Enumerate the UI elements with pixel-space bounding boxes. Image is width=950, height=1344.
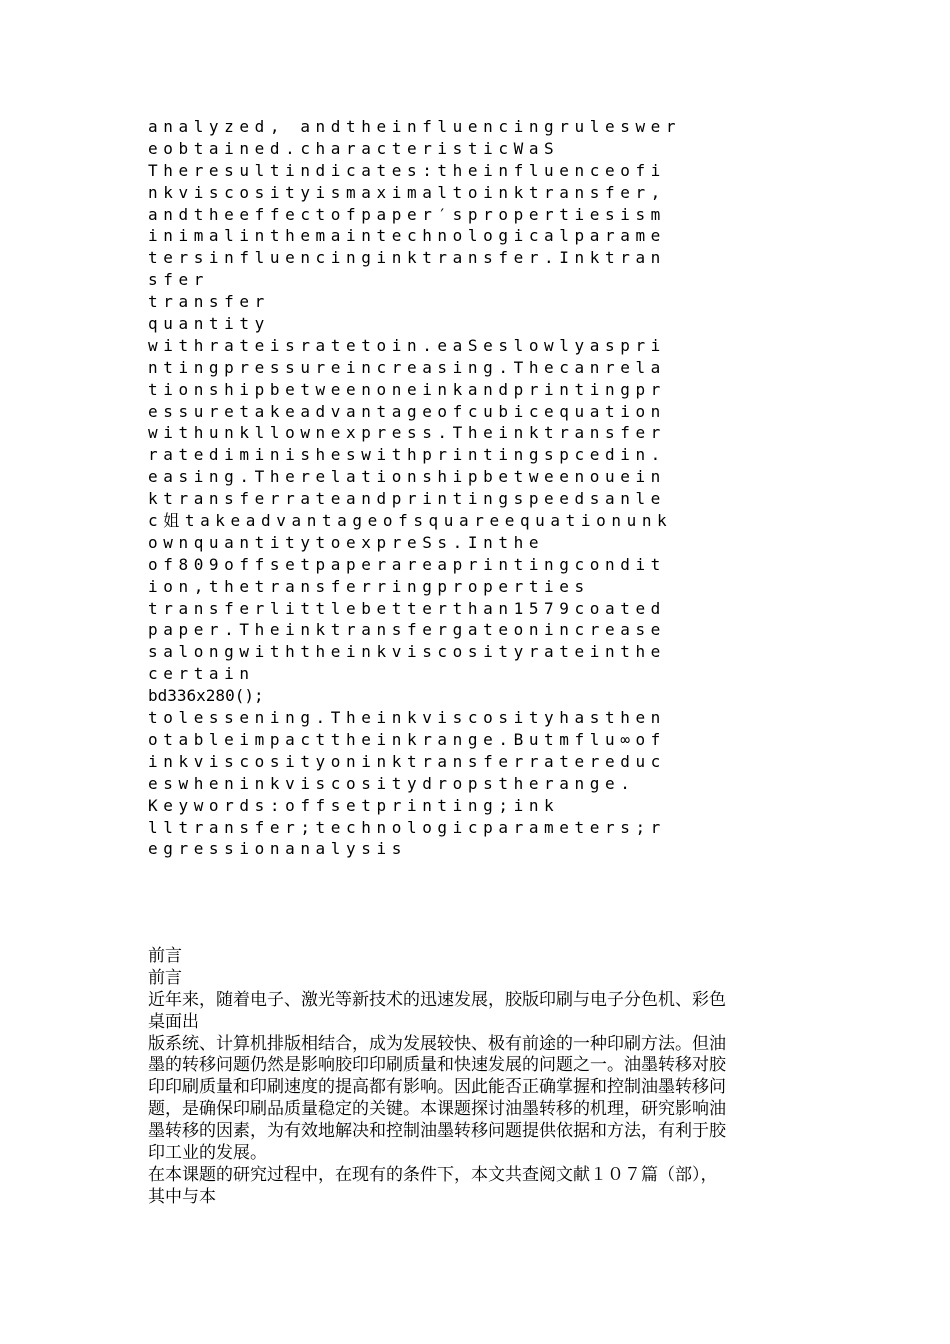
ad-placeholder-code: bd336x280();	[148, 686, 264, 706]
abstract-line: ktransferrateandprintingspeedsanle	[148, 489, 666, 509]
body-line: 桌面出	[148, 1011, 199, 1032]
abstract-line: salongwiththeinkviscosityrateinthe	[148, 642, 666, 662]
abstract-line: sfer	[148, 270, 209, 290]
abstract-line: tionshipbetweenoneinkandprintingpr	[148, 379, 666, 399]
body-line: 其中与本	[148, 1186, 216, 1207]
body-line: 印工业的发展。	[148, 1143, 267, 1164]
abstract-line: inimalinthemaintechnologicalparame	[148, 226, 666, 246]
abstract-line: quantity	[148, 314, 270, 334]
abstract-line: of809offsetpaperareaprintingcondit	[148, 554, 666, 574]
section-heading: 前言	[148, 946, 182, 966]
abstract-line: withrateisratetoin.eaSeslowlyaspri	[148, 335, 666, 355]
section-heading: 前言	[148, 967, 182, 988]
abstract-line: ownquantitytoexpreSs.Inthe	[148, 532, 545, 552]
body-line: 印印刷质量和印刷速度的提高都有影响。因此能否正确掌握和控制油墨转移问	[148, 1077, 726, 1098]
abstract-line: withunkllownexpress.Theinktransfer	[148, 423, 666, 443]
abstract-line: analyzed, andtheinfluencingruleswer	[148, 117, 682, 136]
abstract-line: Theresultindicates:theinfluenceofi	[148, 160, 666, 180]
abstract-line: ntingpressureincreasing.Thecanrela	[148, 357, 666, 377]
abstract-line: certain	[148, 664, 255, 684]
abstract-line: ratediminisheswithprintingspcedin.	[148, 445, 666, 465]
abstract-line: eswheninkviscositydropstherange.	[148, 773, 636, 793]
body-line: 题，是确保印刷品质量稳定的关键。本课题探讨油墨转移的机理，研究影响油	[148, 1099, 726, 1120]
abstract-line: c姐takeadvantageofsquareequationunk	[148, 511, 673, 531]
body-line: 近年来，随着电子、激光等新技术的迅速发展，胶版印刷与电子分色机、彩色	[148, 989, 726, 1010]
keywords-line: Keywords:offsetprinting;ink	[148, 795, 560, 815]
body-line: 在本课题的研究过程中，在现有的条件下，本文共查阅文献１０７篇（部），	[148, 1164, 718, 1185]
body-line: 墨转移的因素，为有效地解决和控制油墨转移问题提供依据和方法，有利于胶	[148, 1121, 726, 1142]
keywords-line: lltransfer;technologicparameters;r	[148, 817, 666, 837]
abstract-line: tolessening.Theinkviscosityhasthen	[148, 708, 666, 728]
abstract-line: tersinfluencinginktransfer.Inktran	[148, 248, 666, 268]
body-line: 版系统、计算机排版相结合，成为发展较快、极有前途的一种印刷方法。但油	[148, 1033, 726, 1054]
preface-section	[148, 946, 808, 1209]
abstract-line: otableimpacttheinkrange.Butmflu∞of	[148, 729, 666, 749]
abstract-line: ion,thetransferringproperties	[148, 576, 590, 596]
abstract-line: nkviscosityismaximaltoinktransfer,	[148, 182, 666, 202]
english-abstract	[148, 116, 808, 860]
abstract-line: paper.Theinktransfergateonincrease	[148, 620, 666, 640]
abstract-line: eobtained.characteristicWaS	[148, 138, 560, 158]
abstract-line: easing.Therelationshipbetweenouein	[148, 467, 666, 487]
keywords-line: egressionanalysis	[148, 839, 407, 859]
abstract-line: andtheeffectofpaper′spropertiesism	[148, 204, 666, 224]
abstract-line: inkviscosityoninktransferratereduc	[148, 751, 666, 771]
abstract-line: transferlittlebetterthan1579coated	[148, 598, 666, 618]
abstract-line: essuretakeadvantageofcubicequation	[148, 401, 666, 421]
body-line: 墨的转移问题仍然是影响胶印印刷质量和快速发展的问题之一。油墨转移对胶	[148, 1055, 726, 1076]
abstract-line: transfer	[148, 292, 270, 312]
